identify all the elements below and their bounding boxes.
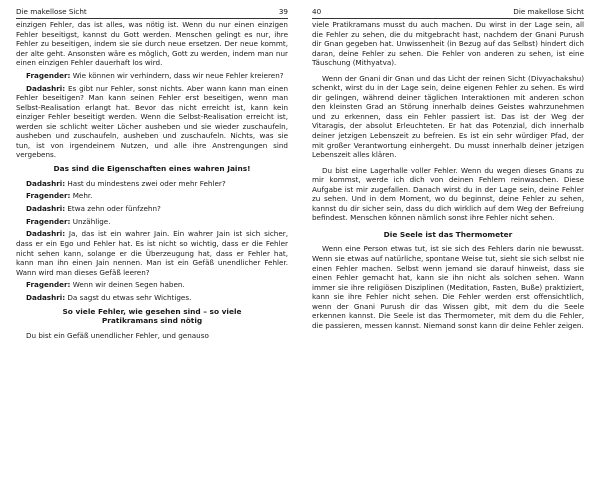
speaker-label: Dadashri:: [26, 229, 66, 239]
dialog-line: Fragender: Mehr.: [26, 191, 93, 201]
speaker-label: Fragender:: [26, 191, 71, 201]
left-body: [16, 20, 288, 343]
paragraph: Du bist ein Gefäß unendlicher Fehler, und genauso: [26, 330, 209, 340]
right-page: [312, 0, 584, 485]
section-heading: Die Seele ist das Thermometer: [383, 229, 513, 239]
right-running-head: [312, 6, 584, 19]
right-header-title: Die makellose Sicht: [513, 7, 584, 16]
speaker-label: Dadashri:: [26, 83, 66, 93]
dialog-line: Fragender: Unzählige.: [26, 216, 111, 226]
speaker-label: Fragender:: [26, 70, 71, 80]
right-page-number: 40: [312, 7, 322, 16]
speaker-label: Fragender:: [26, 216, 71, 226]
paragraph: einzigen Fehler, das ist alles, was nötig ist. Wenn du nur einen einzigen Fehler beseitigst, kannst du Gott werden. Menschen gelingt es nur, ihre Fehler zu beseitigen, indem sie sie durch neue ersetzen. Der neue kommt, der alte geht. Ansonsten wäre es möglich, Gott zu werden, indem man nur einen einzigen Fehler dauerhaft los wird.: [16, 20, 288, 68]
left-page: [16, 0, 288, 485]
left-page-number: 39: [278, 7, 288, 16]
right-body: [312, 20, 584, 336]
dialog-line: Dadashri: Es gibt nur Fehler, sonst nichts. Aber wann kann man einen Fehler beseitigen? Man kann seinen Fehler erst beseitigen, wenn man Selbst-Realisation erlangt hat. Bevor das nicht erreicht ist, kann kein einziger Fehler beseitigt werden. Wenn die Selbst-Realisation erreicht ist, werden sie schlicht weiter Löcher ausheben und sie wieder zuschaufeln, ausheben und zuschaufeln, ausheben und zuschaufeln. Nichts, was sie tun, ist von irgendeinem Nutzen, und alle ihre Anstrengungen sind vergebens.: [16, 83, 288, 160]
left-running-head: [16, 6, 288, 19]
paragraph: Wenn der Gnani dir Gnan und das Licht der reinen Sicht (Divyachakshu) schenkt, wirst du in der Lage sein, deine eigenen Fehler zu sehen. Es wird dir gelingen, während deiner täglichen Interaktionen mit anderen schon den kleinsten Grad an Störung innerhalb deines Geistes wahrzunehmen und zu erkennen, dass ein Fehler passiert ist. Das ist der Weg der Vitaragis, der absolut Erleuchteten. Er hat das Potenzial, dich innerhalb deiner jetzigen Lebenszeit zu befreien. Es ist ein sehr würdiger Pfad, der mit großer Verantwortung einhergeht. Du musst innerhalb deiner jetzigen Lebenszeit alles klären.: [312, 73, 584, 160]
speaker-label: Dadashri:: [26, 178, 66, 188]
speaker-label: Fragender:: [26, 280, 71, 290]
dialog-line: Dadashri: Hast du mindestens zwei oder mehr Fehler?: [26, 178, 226, 188]
left-header-title: Die makellose Sicht: [16, 7, 87, 16]
heading-line-2: Pratikramans sind nötig: [101, 316, 203, 326]
paragraph: Wenn eine Person etwas tut, ist sie sich des Fehlers darin nie bewusst. Wenn sie etwas auf natürliche, spontane Weise tut, sieht sie sich selbst nie einen Fehler machen. Selbst wenn jemand sie darauf hinweist, dass sie einen Fehler gemacht hat, kann sie ihn nicht als solchen sehen. Wann immer sie ihre religiösen Disziplinen (Meditation, Fasten, Buße) praktiziert, kann sie ihre Fehler nicht sehen. Die Fehler werden erst offensichtlich, wenn der Gnani Purush dir das Wissen gibt, mit dem du die Seele erkennen kannst. Die Seele ist das Thermometer, mit dem du die Fehler, die passieren, messen kannst. Niemand sonst kann dir deine Fehler zeigen.: [312, 244, 584, 330]
dialog-line: Dadashri: Da sagst du etwas sehr Wichtiges.: [26, 293, 192, 303]
paragraph: viele Pratikramans musst du auch machen. Du wirst in der Lage sein, all die Fehler zu sehen, die du mitgebracht hast, nachdem der Gnani Purush dir Gnan gegeben hat. Unwissenheit (in Bezug auf das Selbst) hindert dich daran, deine Fehler zu sehen. Die Fehler von anderen zu sehen, ist eine Täuschung (Mithyatva).: [312, 20, 584, 68]
heading-line-1: So viele Fehler, wie gesehen sind – so viele: [62, 306, 242, 316]
dialog-line: Dadashri: Ja, das ist ein wahrer Jain. Ein wahrer Jain ist sich sicher, dass er ein Ego und Fehler hat. Es ist nicht so wichtig, dass er die Fehler nicht sehen kann, solange er die Überzeugung hat, dass er Fehler hat, kann man ihn einen Jain nennen. Man ist ein Gefäß unendlicher Fehler. Wann wird man dieses Gefäß leeren?: [16, 229, 288, 277]
section-heading: Das sind die Eigenschaften eines wahren Jains!: [53, 164, 251, 174]
section-heading: [16, 307, 288, 326]
dialog-line: Fragender: Wie können wir verhindern, dass wir neue Fehler kreieren?: [26, 70, 284, 80]
speaker-label: Dadashri:: [26, 204, 66, 213]
dialog-line: Fragender: Wenn wir deinen Segen haben.: [26, 280, 185, 290]
paragraph: Du bist eine Lagerhalle voller Fehler. Wenn du wegen dieses Gnans zu mir kommst, werde ich dich von deinen Fehlern reinwaschen. Diese Aufgabe ist mir zugefallen. Danach wirst du in der Lage sein, deine Fehler zu sehen. Und in dem Moment, wo du beginnst, deine Fehler zu sehen, kannst du dir sicher sein, dass du dich wirklich auf dem Weg der Befreiung befindest. Menschen können nämlich sonst ihre Fehler nicht sehen.: [312, 165, 584, 223]
dialog-line: Dadashri: Etwa zehn oder fünfzehn?: [26, 204, 161, 213]
speaker-label: Dadashri:: [26, 293, 66, 303]
